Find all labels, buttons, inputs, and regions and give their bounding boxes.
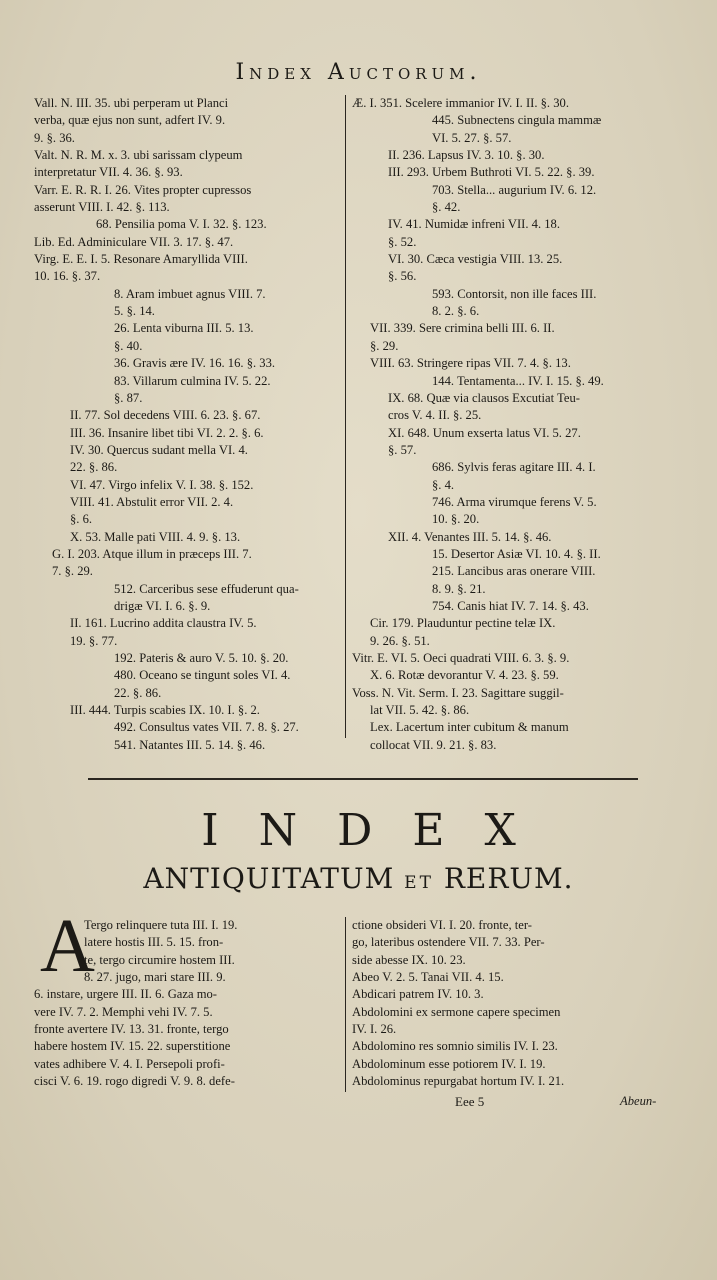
index-entry: Virg. E. E. I. 5. Resonare Amaryllida VIII. <box>34 252 248 267</box>
index-entry: §. 29. <box>370 338 399 353</box>
index-rerum-left-column <box>34 917 340 1090</box>
column-divider <box>345 917 346 1092</box>
catchword: Abeun- <box>620 1094 657 1108</box>
index-entry: 22. §. 86. <box>70 460 118 475</box>
index-entry: 8. 9. §. 21. <box>432 581 486 596</box>
index-entry: G. I. 203. Atque illum in præceps III. 7. <box>52 546 252 561</box>
index-entry: 26. Lenta viburna III. 5. 13. <box>114 321 254 336</box>
section-divider <box>88 778 638 780</box>
index-entry: go, lateribus ostendere VII. 7. 33. Per- <box>352 935 545 950</box>
index-entry: 6. instare, urgere III. II. 6. Gaza mo- <box>34 987 217 1002</box>
index-entry: Lib. Ed. Adminiculare VII. 3. 17. §. 47. <box>34 234 234 249</box>
index-entry: VI. 5. 27. §. 57. <box>432 130 512 145</box>
index-entry: Vitr. E. VI. 5. Oeci quadrati VIII. 6. 3. §. 9. <box>352 651 570 665</box>
index-entry: fronte avertere IV. 13. 31. fronte, tergo <box>34 1022 229 1037</box>
index-entry: cros V. 4. II. §. 25. <box>388 408 482 423</box>
index-entry: Abdolominus repurgabat hortum IV. I. 21. <box>352 1074 565 1089</box>
index-entry: drigæ VI. I. 6. §. 9. <box>114 598 211 613</box>
index-entry: VIII. 63. Stringere ripas VII. 7. 4. §. 13. <box>370 356 571 371</box>
index-entry: 8. 2. §. 6. <box>432 304 480 319</box>
index-entry: habere hostem IV. 15. 22. superstitione <box>34 1039 231 1054</box>
index-entry: Abdicari patrem IV. 10. 3. <box>352 987 484 1002</box>
index-auctorum-right-column <box>352 95 672 754</box>
index-entry: 192. Pateris & auro V. 5. 10. §. 20. <box>114 651 289 665</box>
running-head: Index Auctorum. <box>235 60 482 85</box>
index-entry: 746. Arma virumque ferens V. 5. <box>432 494 597 509</box>
index-entry: collocat VII. 9. 21. §. 83. <box>370 737 497 752</box>
index-entry: cisci V. 6. 19. rogo digredi V. 9. 8. defe- <box>34 1074 235 1089</box>
index-entry: Abdolomino res somnio similis IV. I. 23. <box>352 1039 558 1054</box>
index-entry: XI. 648. Unum exserta latus VI. 5. 27. <box>388 425 581 440</box>
index-auctorum-left-column <box>34 95 340 754</box>
subtitle-rerum: RERUM. <box>443 862 574 895</box>
index-entry: 9. §. 36. <box>34 130 75 145</box>
index-entry: II. 236. Lapsus IV. 3. 10. §. 30. <box>388 148 545 163</box>
index-entry: VII. 339. Sere crimina belli III. 6. II. <box>370 321 555 336</box>
index-entry: III. 293. Urbem Buthroti VI. 5. 22. §. 39. <box>388 165 595 180</box>
index-entry: side abesse IX. 10. 23. <box>352 952 466 967</box>
index-entry: Abdolominum esse potiorem IV. I. 19. <box>352 1056 546 1071</box>
index-entry: 754. Canis hiat IV. 7. 14. §. 43. <box>432 598 589 613</box>
index-entry: 5. §. 14. <box>114 304 155 319</box>
index-entry: VI. 30. Cæca vestigia VIII. 13. 25. <box>388 252 563 267</box>
index-entry: 144. Tentamenta... IV. I. 15. §. 49. <box>432 373 604 388</box>
index-entry: III. 444. Turpis scabies IX. 10. I. §. 2. <box>70 703 260 718</box>
index-entry: vere IV. 7. 2. Memphi vehi IV. 7. 5. <box>34 1004 213 1019</box>
index-entry: 10. 16. §. 37. <box>34 269 101 284</box>
index-entry: 22. §. 86. <box>114 685 162 700</box>
index-entry: §. 40. <box>114 338 143 353</box>
index-entry: Vall. N. III. 35. ubi perperam ut Planci <box>34 96 229 110</box>
signature-mark: Eee 5 <box>455 1094 485 1109</box>
index-entry: III. 36. Insanire libet tibi VI. 2. 2. §. 6. <box>70 425 264 440</box>
index-entry: Valt. N. R. M. x. 3. ubi sarissam clypeum <box>34 148 243 163</box>
index-entry: 10. §. 20. <box>432 512 480 527</box>
index-entry: Varr. E. R. R. I. 26. Vites propter cupressos <box>34 182 252 197</box>
index-entry: ctione obsideri VI. I. 20. fronte, ter- <box>352 918 532 932</box>
index-entry: IV. 30. Quercus sudant mella VI. 4. <box>70 442 248 457</box>
index-entry: 9. 26. §. 51. <box>370 633 430 648</box>
index-entry: VI. 47. Virgo infelix V. I. 38. §. 152. <box>70 477 254 492</box>
index-entry: X. 6. Rotæ devorantur V. 4. 23. §. 59. <box>370 668 559 683</box>
index-entry: 492. Consultus vates VII. 7. 8. §. 27. <box>114 720 299 735</box>
subtitle-et: ET <box>404 873 434 893</box>
subtitle-antiquitatum: ANTIQUITATUM <box>143 862 395 895</box>
index-entry: te, tergo circumire hostem III. <box>84 952 235 967</box>
index-entry: §. 56. <box>388 269 417 284</box>
index-entry: §. 6. <box>70 512 93 527</box>
index-entry: Abdolomini ex sermone capere specimen <box>352 1004 561 1019</box>
index-entry: Abeo V. 2. 5. Tanai VII. 4. 15. <box>352 970 504 985</box>
index-entry: VIII. 41. Abstulit error VII. 2. 4. <box>70 494 234 509</box>
index-entry: IV. 41. Numidæ infreni VII. 4. 18. <box>388 217 560 232</box>
index-entry: 7. §. 29. <box>52 564 93 579</box>
index-entry: 215. Lancibus aras onerare VIII. <box>432 564 596 579</box>
index-entry: 593. Contorsit, non ille faces III. <box>432 286 597 301</box>
index-entry: §. 52. <box>388 234 417 249</box>
index-entry: lat VII. 5. 42. §. 86. <box>370 703 470 718</box>
index-rerum-right-column <box>352 917 672 1090</box>
index-entry: II. 161. Lucrino addita claustra IV. 5. <box>70 616 257 631</box>
index-entry: Cir. 179. Plauduntur pectine telæ IX. <box>370 616 556 631</box>
index-entry: interpretatur VII. 4. 36. §. 93. <box>34 165 183 180</box>
index-entry: 8. 27. jugo, mari stare III. 9. <box>84 970 226 985</box>
index-entry: IV. I. 26. <box>352 1022 397 1037</box>
index-entry: 8. Aram imbuet agnus VIII. 7. <box>114 286 266 301</box>
index-entry: 686. Sylvis feras agitare III. 4. I. <box>432 460 596 475</box>
index-entry: IX. 68. Quæ via clausos Excutiat Teu- <box>388 390 580 405</box>
index-entry: 83. Villarum culmina IV. 5. 22. <box>114 373 271 388</box>
index-entry: 68. Pensilia poma V. I. 32. §. 123. <box>96 217 267 232</box>
section-subtitle <box>0 862 717 895</box>
index-entry: 512. Carceribus sese effuderunt qua- <box>114 581 299 596</box>
column-divider <box>345 95 346 738</box>
index-entry: 19. §. 77. <box>70 633 118 648</box>
index-entry: 541. Natantes III. 5. 14. §. 46. <box>114 737 266 752</box>
index-entry: §. 87. <box>114 390 143 405</box>
index-entry: Tergo relinquere tuta III. I. 19. <box>84 918 238 932</box>
index-entry: vates adhibere V. 4. I. Persepoli profi- <box>34 1056 225 1071</box>
index-entry: 480. Oceano se tingunt soles VI. 4. <box>114 668 291 683</box>
index-entry: §. 4. <box>432 477 455 492</box>
section-title: INDEX <box>201 805 556 856</box>
index-entry: §. 57. <box>388 442 417 457</box>
index-entry: 445. Subnectens cingula mammæ <box>432 113 602 128</box>
index-entry: Voss. N. Vit. Serm. I. 23. Sagittare suggil- <box>352 685 564 700</box>
index-entry: asserunt VIII. I. 42. §. 113. <box>34 200 170 215</box>
drop-cap: A <box>40 904 95 988</box>
index-entry: 36. Gravis ære IV. 16. 16. §. 33. <box>114 356 276 371</box>
index-entry: verba, quæ ejus non sunt, adfert IV. 9. <box>34 113 226 128</box>
index-entry: 703. Stella... augurium IV. 6. 12. <box>432 182 597 197</box>
index-entry: XII. 4. Venantes III. 5. 14. §. 46. <box>388 529 552 544</box>
index-entry: latere hostis III. 5. 15. fron- <box>84 935 224 950</box>
index-entry: Lex. Lacertum inter cubitum & manum <box>370 720 569 735</box>
index-entry: X. 53. Malle pati VIII. 4. 9. §. 13. <box>70 529 241 544</box>
index-entry: Æ. I. 351. Scelere immanior IV. I. II. §. 30. <box>352 96 569 110</box>
index-entry: 15. Desertor Asiæ VI. 10. 4. §. II. <box>432 546 601 561</box>
index-entry: §. 42. <box>432 200 461 215</box>
index-entry: II. 77. Sol decedens VIII. 6. 23. §. 67. <box>70 408 261 423</box>
